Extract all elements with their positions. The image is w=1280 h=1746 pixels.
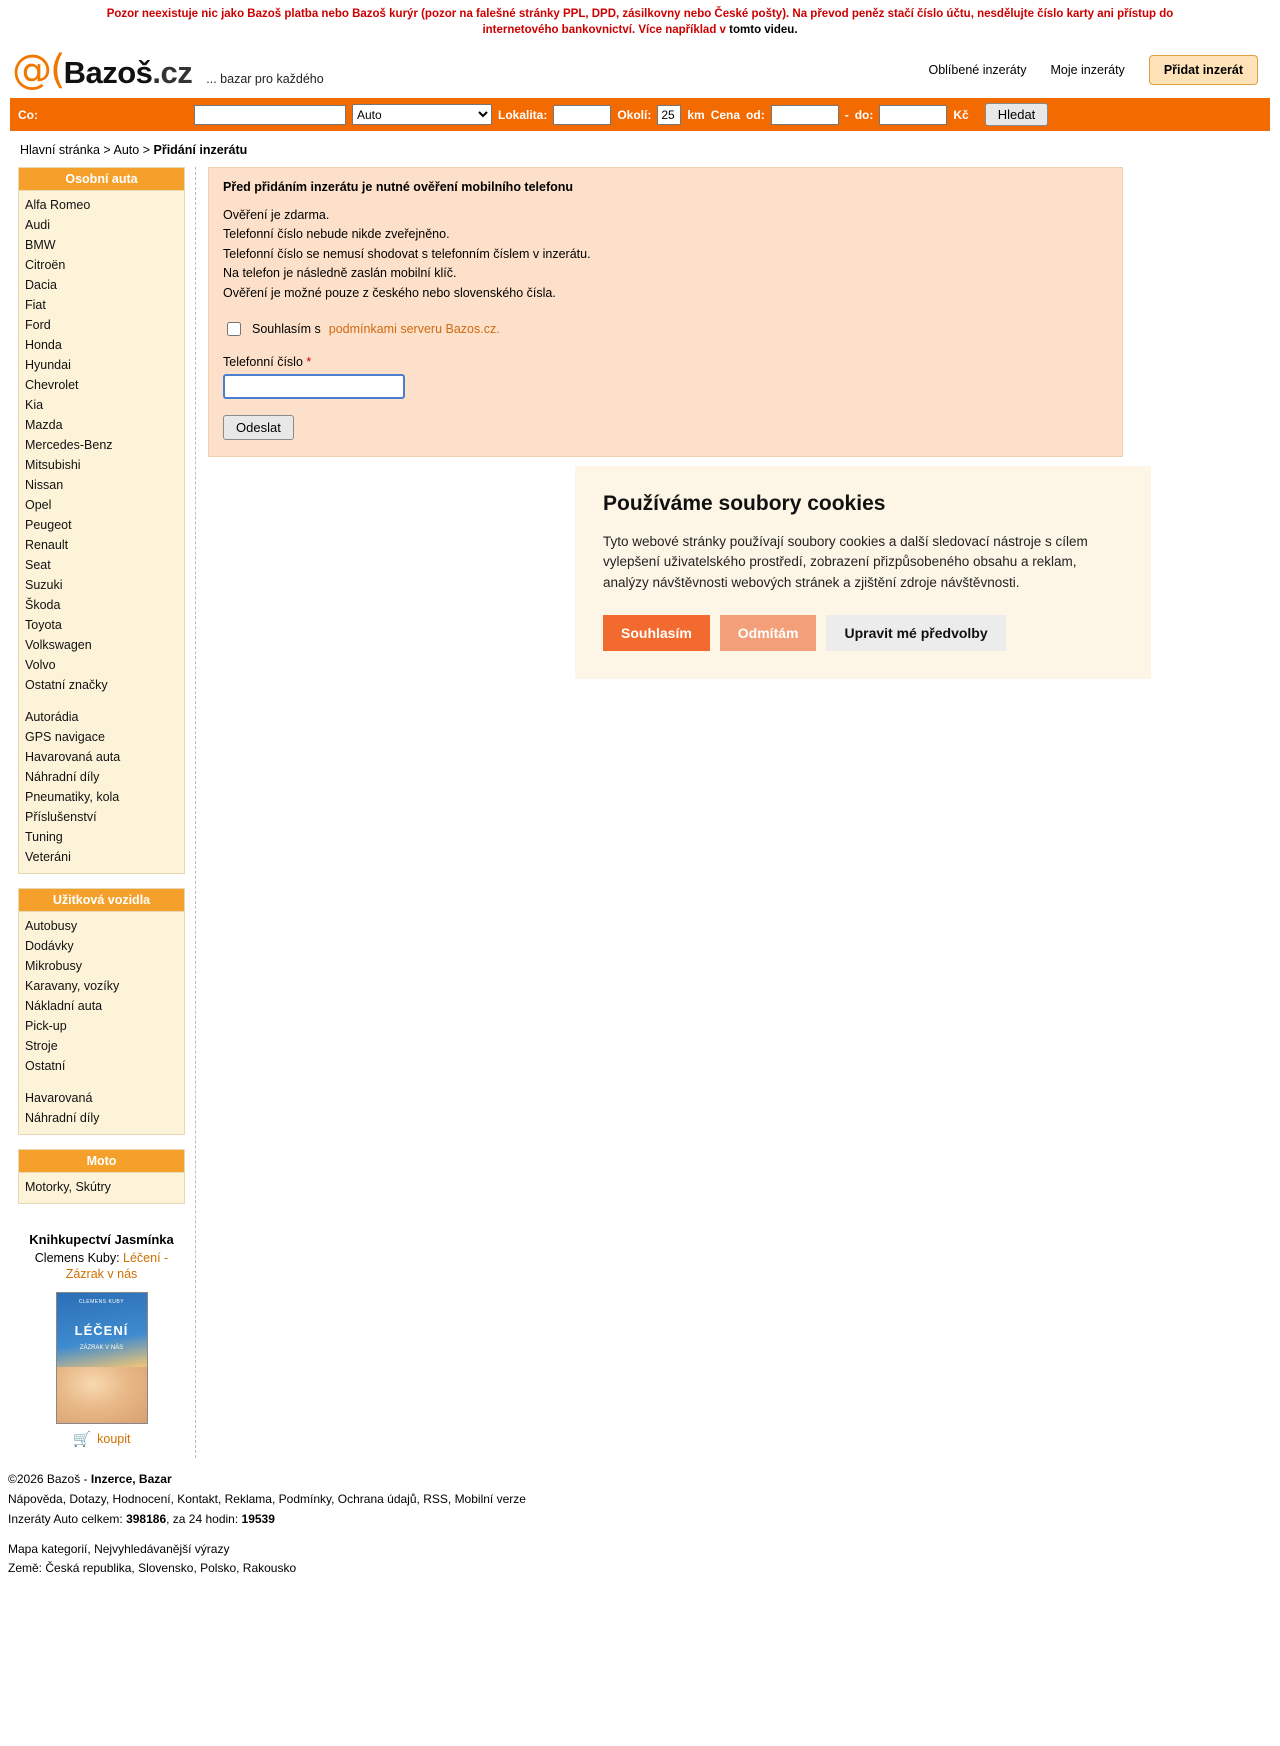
sidebar-item-label[interactable]: Náhradní díly — [25, 1111, 100, 1126]
footer-spacer — [8, 1530, 1280, 1540]
promo-author: Clemens Kuby: — [34, 1251, 120, 1266]
stats-day: 19539 — [241, 1511, 275, 1526]
sidebar-item-label[interactable]: Karavany, vozíky — [25, 979, 120, 994]
sidebar-item-label[interactable]: Dodávky — [25, 939, 74, 954]
category-box-title: Moto — [19, 1150, 184, 1173]
list-item[interactable] — [19, 707, 184, 727]
footer-link-kontakt[interactable]: Kontakt — [177, 1492, 218, 1507]
sidebar-item-label[interactable]: Autorádia — [25, 710, 79, 725]
list-item[interactable] — [19, 515, 184, 535]
buy-link[interactable]: koupit — [97, 1432, 131, 1447]
sidebar-item-label[interactable]: Mazda — [25, 418, 63, 433]
header-nav — [928, 55, 1268, 85]
list-item[interactable] — [19, 295, 184, 315]
sidebar-item-label[interactable]: Pneumatiky, kola — [25, 790, 120, 805]
list-item[interactable] — [19, 535, 184, 555]
sidebar-item-label[interactable]: Náhradní díly — [25, 770, 100, 785]
category-box-osobni-auta — [18, 167, 185, 874]
breadcrumb-sep: > — [103, 143, 111, 158]
price-dash: - — [844, 107, 849, 122]
footer-stats — [8, 1510, 1280, 1530]
search-label-do: do: — [854, 107, 874, 122]
terms-row — [223, 319, 1108, 339]
list-item[interactable] — [19, 1177, 184, 1197]
search-label-od: od: — [746, 107, 765, 122]
footer-link-mapa-kategorii[interactable]: Mapa kategorií — [8, 1541, 88, 1556]
countries-list[interactable]: Česká republika, Slovensko, Polsko, Rakousko — [45, 1561, 297, 1576]
category-box-title: Užitková vozidla — [19, 889, 184, 912]
list-item[interactable] — [19, 727, 184, 747]
list-item[interactable] — [19, 455, 184, 475]
sidebar-item-label[interactable]: Motorky, Skútry — [25, 1180, 111, 1195]
sidebar-item-label[interactable]: Veteráni — [25, 850, 71, 865]
sidebar-item-label[interactable]: Kia — [25, 398, 44, 413]
cookie-buttons — [603, 615, 1123, 651]
list-item[interactable] — [19, 847, 184, 867]
book-cover-art — [57, 1367, 147, 1423]
breadcrumb-auto[interactable]: Auto — [113, 143, 140, 158]
category-box-uzitkova-vozidla — [18, 888, 185, 1135]
info-line: Ověření je možné pouze z českého nebo slovenského čísla. — [223, 285, 556, 300]
panel-title: Před přidáním inzerátu je nutné ověření mobilního telefonu — [223, 180, 574, 195]
category-box-moto — [18, 1149, 185, 1204]
search-label-co: Co: — [18, 107, 38, 122]
list-item[interactable] — [19, 996, 184, 1016]
sidebar-item-label[interactable]: Hyundai — [25, 358, 71, 373]
panel-info — [223, 206, 1108, 303]
logo-tld: .cz — [152, 55, 193, 91]
info-line: Ověření je zdarma. — [223, 208, 330, 223]
footer-link-mobilni-verze[interactable]: Mobilní verze — [454, 1492, 526, 1507]
breadcrumb-home[interactable]: Hlavní stránka — [20, 143, 100, 158]
list-item[interactable] — [19, 635, 184, 655]
cookie-consent-banner — [575, 466, 1151, 679]
list-item[interactable] — [19, 1088, 184, 1108]
list-item[interactable] — [19, 767, 184, 787]
required-marker: * — [306, 354, 312, 369]
sidebar — [18, 167, 196, 1458]
sidebar-item-label[interactable]: Tuning — [25, 830, 63, 845]
price-from-input[interactable] — [771, 105, 839, 125]
favorites-link[interactable]: Oblíbené inzeráty — [928, 63, 1027, 78]
locality-input[interactable] — [553, 105, 611, 125]
footer-link-podminky[interactable]: Podmínky — [278, 1492, 332, 1507]
cookie-accept-button[interactable]: Souhlasím — [603, 615, 710, 651]
footer-countries — [8, 1559, 1280, 1579]
phone-label — [223, 355, 1108, 369]
add-ad-button[interactable]: Přidat inzerát — [1149, 55, 1258, 85]
list-item[interactable] — [19, 787, 184, 807]
search-button[interactable]: Hledat — [985, 103, 1049, 126]
bookstore-promo — [18, 1218, 185, 1458]
search-input[interactable] — [194, 105, 346, 125]
copyright-text: ©2026 Bazoš - — [8, 1472, 88, 1487]
fraud-warning-link[interactable]: tomto videu. — [729, 23, 798, 36]
stats-total: 398186 — [126, 1511, 167, 1526]
phone-label-text: Telefonní číslo — [223, 354, 303, 369]
phone-verification-panel — [208, 167, 1123, 457]
list-item[interactable] — [19, 255, 184, 275]
footer-link-rss[interactable]: RSS — [423, 1492, 448, 1507]
unit-kc: Kč — [953, 107, 969, 122]
list-item[interactable] — [19, 375, 184, 395]
sidebar-item-label[interactable]: Alfa Romeo — [25, 198, 91, 213]
list-item[interactable] — [19, 976, 184, 996]
list-item[interactable] — [19, 675, 184, 695]
footer-links: Nápověda, Dotazy, Hodnocení, Kontakt, Reklama, Podmínky, Ochrana údajů, RSS, Mobilní verze — [8, 1492, 526, 1507]
list-item[interactable] — [19, 615, 184, 635]
cookie-customize-button[interactable]: Upravit mé předvolby — [826, 615, 1005, 651]
copyright-bold: Inzerce, Bazar — [90, 1472, 172, 1487]
search-label-okoli: Okolí: — [617, 107, 652, 122]
list-item[interactable] — [19, 655, 184, 675]
sidebar-item-label[interactable]: Honda — [25, 338, 62, 353]
terms-text: Souhlasím s — [252, 321, 321, 336]
list-item[interactable] — [19, 747, 184, 767]
breadcrumb — [0, 131, 1280, 167]
footer-links-2: Mapa kategorií, Nejvyhledávanější výrazy — [8, 1541, 230, 1556]
stats-prefix: Inzeráty Auto celkem: — [8, 1511, 123, 1526]
category-box-title: Osobní auta — [19, 168, 184, 191]
sidebar-item-label[interactable]: Mercedes-Benz — [25, 438, 113, 453]
footer-link-dotazy[interactable]: Dotazy — [69, 1492, 106, 1507]
list-item[interactable] — [19, 355, 184, 375]
my-ads-link[interactable]: Moje inzeráty — [1050, 63, 1125, 78]
cookie-body: Tyto webové stránky používají soubory cookies a další sledovací nástroje s cílem vylepšení uživatelského prostředí, zobrazení přizpůsobeného obsahu a reklam, analýzy návštěvnosti webových stránek a zjištění zdroje návštěvnosti. — [603, 534, 1088, 590]
sidebar-item-label[interactable]: Ford — [25, 318, 51, 333]
phone-input[interactable] — [223, 374, 405, 399]
sidebar-item-label[interactable]: Autobusy — [25, 919, 78, 934]
sidebar-item-label[interactable]: Renault — [25, 538, 69, 553]
list-item[interactable] — [19, 335, 184, 355]
list-item[interactable] — [19, 315, 184, 335]
list-item[interactable] — [19, 575, 184, 595]
list-divider — [19, 1076, 184, 1088]
fraud-warning-banner — [0, 0, 1280, 42]
category-list — [19, 1173, 184, 1203]
page-layout — [0, 167, 1280, 1458]
book-cover-subtitle: ZÁZRAK V NÁS — [79, 1345, 124, 1352]
sidebar-item-label[interactable]: Fiat — [25, 298, 46, 313]
sidebar-item-label[interactable]: Nissan — [25, 478, 64, 493]
category-list — [19, 912, 184, 1134]
book-cover-author: CLEMENS KUBY — [78, 1299, 125, 1306]
list-item[interactable] — [19, 555, 184, 575]
site-footer — [0, 1458, 1280, 1599]
sidebar-item-label[interactable]: Nákladní auta — [25, 999, 103, 1014]
at-icon: @( — [12, 47, 64, 94]
sidebar-item-label[interactable]: Stroje — [25, 1039, 58, 1054]
list-item[interactable] — [19, 395, 184, 415]
sidebar-item-label[interactable]: Pick-up — [25, 1019, 67, 1034]
sidebar-item-label[interactable]: Škoda — [25, 598, 61, 613]
sidebar-item-label[interactable]: Havarovaná — [25, 1091, 93, 1106]
stats-mid: , za 24 hodin: — [166, 1511, 239, 1526]
sidebar-item-label[interactable]: Chevrolet — [25, 378, 79, 393]
book-cover-image[interactable] — [56, 1292, 148, 1424]
breadcrumb-current: Přidání inzerátu — [153, 143, 248, 158]
sidebar-item-label[interactable]: Volkswagen — [25, 638, 92, 653]
list-item[interactable] — [19, 475, 184, 495]
search-bar — [10, 98, 1270, 131]
list-item[interactable] — [19, 235, 184, 255]
breadcrumb-sep-2: > — [142, 143, 151, 158]
list-item[interactable] — [19, 936, 184, 956]
sidebar-item-label[interactable]: Toyota — [25, 618, 62, 633]
submit-button[interactable]: Odeslat — [223, 415, 294, 440]
promo-book-link[interactable]: Léčení - Zázrak v nás — [65, 1251, 169, 1281]
info-line: Na telefon je následně zaslán mobilní klíč. — [223, 266, 457, 281]
list-item[interactable] — [19, 1036, 184, 1056]
list-item[interactable] — [19, 195, 184, 215]
sidebar-item-label[interactable]: Mikrobusy — [25, 959, 82, 974]
cookie-title: Používáme soubory cookies — [603, 492, 886, 515]
book-cover-title: LÉČENÍ — [74, 1323, 129, 1339]
footer-link-hodnoceni[interactable]: Hodnocení — [112, 1492, 171, 1507]
site-header — [0, 42, 1280, 96]
info-line: Telefonní číslo nebude nikde zveřejněno. — [223, 227, 450, 242]
footer-link-reklama[interactable]: Reklama — [224, 1492, 272, 1507]
logo[interactable] — [12, 47, 193, 94]
price-to-input[interactable] — [879, 105, 947, 125]
cookie-reject-button[interactable]: Odmítám — [720, 615, 817, 651]
search-label-cena: Cena — [710, 107, 741, 122]
unit-km: km — [687, 107, 705, 122]
list-divider — [19, 695, 184, 707]
search-label-lokalita: Lokalita: — [498, 107, 548, 122]
list-item[interactable] — [19, 595, 184, 615]
sidebar-item-label[interactable]: Peugeot — [25, 518, 72, 533]
terms-checkbox[interactable] — [227, 322, 241, 336]
cart-icon: 🛒 — [72, 1431, 92, 1449]
category-list — [19, 191, 184, 873]
countries-label: Země: — [8, 1561, 43, 1576]
promo-title: Knihkupectví Jasmínka — [29, 1232, 174, 1248]
info-line: Telefonní číslo se nemusí shodovat s telefonním číslem v inzerátu. — [223, 246, 591, 261]
sidebar-item-label[interactable]: Seat — [25, 558, 51, 573]
list-item[interactable] — [19, 415, 184, 435]
site-slogan: ... bazar pro každého — [206, 72, 324, 87]
radius-input[interactable] — [657, 105, 681, 125]
list-item[interactable] — [19, 215, 184, 235]
sidebar-item-label[interactable]: Volvo — [25, 658, 56, 673]
sidebar-item-label[interactable]: Příslušenství — [25, 810, 97, 825]
sidebar-item-label[interactable]: Ostatní — [25, 1059, 66, 1074]
fraud-warning-text: Pozor neexistuje nic jako Bazoš platba nebo Bazoš kurýr (pozor na falešné stránky PPL, DPD, zásilkovny nebo České pošty). Na převod peněz stačí číslo účtu, nesdělujte číslo karty ani přístup do internetového bankovnictví. Více například v — [106, 8, 1174, 36]
list-item[interactable] — [19, 275, 184, 295]
sidebar-item-label[interactable]: Opel — [25, 498, 52, 513]
list-item[interactable] — [19, 956, 184, 976]
sidebar-item-label[interactable]: Citroën — [25, 258, 66, 273]
sidebar-item-label[interactable]: Havarovaná auta — [25, 750, 121, 765]
buy-row — [22, 1430, 181, 1448]
footer-link-ochrana-udaju[interactable]: Ochrana údajů — [337, 1492, 417, 1507]
list-item[interactable] — [19, 495, 184, 515]
sidebar-item-label[interactable]: Mitsubishi — [25, 458, 81, 473]
list-item[interactable] — [19, 1108, 184, 1128]
sidebar-item-label[interactable]: Suzuki — [25, 578, 63, 593]
footer-link-napoveda[interactable]: Nápověda — [8, 1492, 63, 1507]
list-item[interactable] — [19, 827, 184, 847]
list-item[interactable] — [19, 807, 184, 827]
sidebar-item-label[interactable]: GPS navigace — [25, 730, 105, 745]
main-content — [196, 167, 1280, 457]
promo-line — [22, 1251, 181, 1282]
logo-text: Bazoš.cz — [63, 55, 193, 91]
terms-link[interactable]: podmínkami serveru Bazos.cz. — [328, 321, 500, 336]
sidebar-item-label[interactable]: Ostatní značky — [25, 678, 108, 693]
footer-link-nejvyhledavanejsi[interactable]: Nejvyhledávanější výrazy — [94, 1541, 230, 1556]
footer-copyright — [8, 1470, 1280, 1490]
list-item[interactable] — [19, 1056, 184, 1076]
category-select[interactable] — [352, 104, 492, 125]
sidebar-item-label[interactable]: BMW — [25, 238, 56, 253]
list-item[interactable] — [19, 1016, 184, 1036]
sidebar-item-label[interactable]: Dacia — [25, 278, 57, 293]
list-item[interactable] — [19, 916, 184, 936]
list-item[interactable] — [19, 435, 184, 455]
sidebar-item-label[interactable]: Audi — [25, 218, 51, 233]
